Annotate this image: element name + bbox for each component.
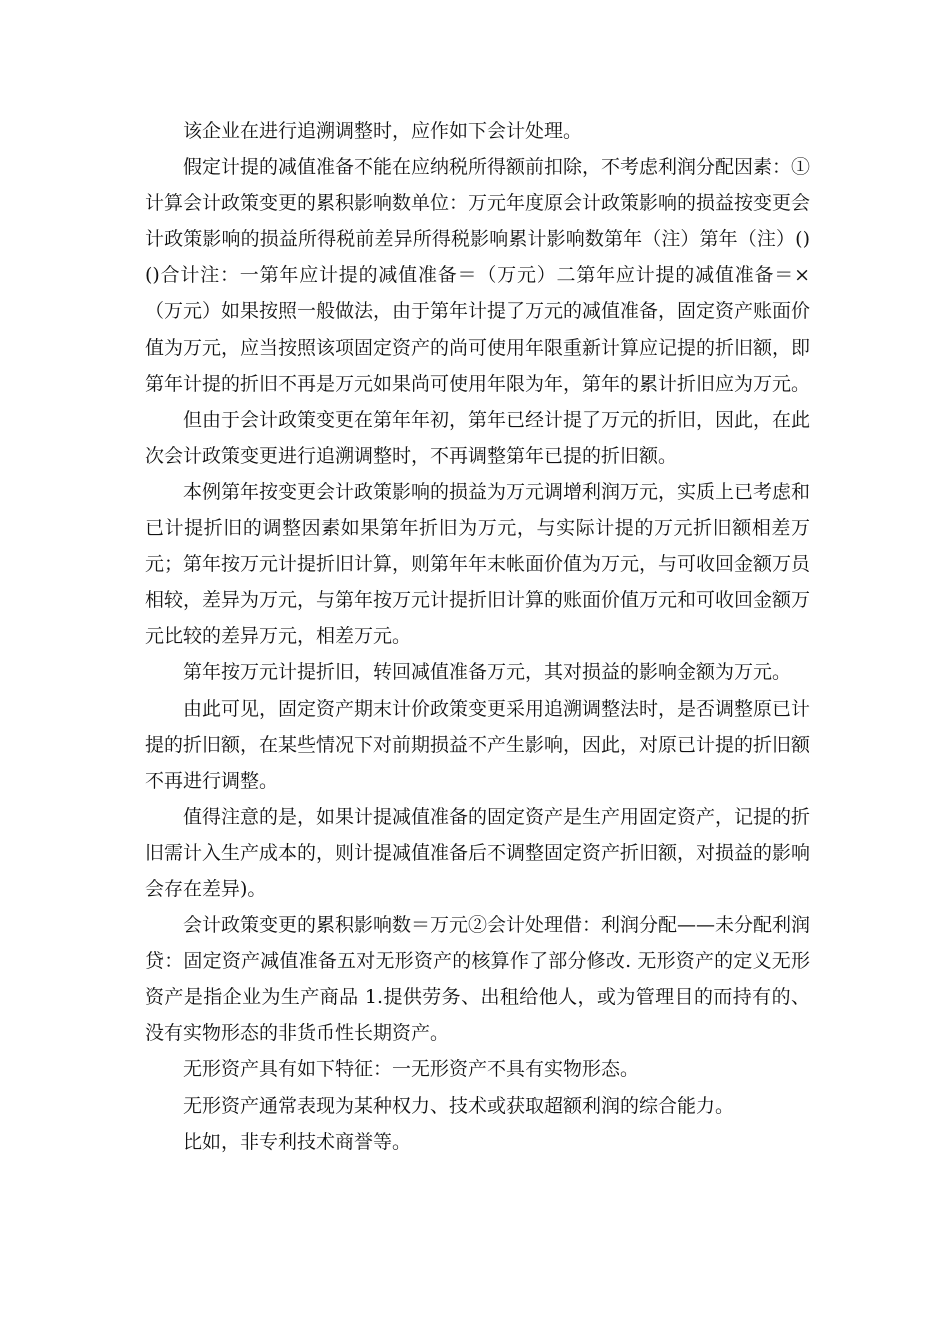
paragraph: 由此可见，固定资产期末计价政策变更采用追溯调整法时，是否调整原已计提的折旧额，在某些情况下对前期损益不产生影响，因此，对原已计提的折旧额不再进行调整。 [145,697,811,792]
paragraph: 第年按万元计提折旧，转回减值准备万元，其对损益的影响金额为万元。 [183,661,792,684]
document-body [145,113,810,1160]
paragraph: 但由于会计政策变更在第年年初，第年已经计提了万元的折旧，因此，在此次会计政策变更进行追溯调整时，不再调整第年已提的折旧额。 [145,408,811,467]
paragraph: 本例第年按变更会计政策影响的损益为万元调增利润万元，实质上已考虑和已计提折旧的调整因素如果第年折旧为万元，与实际计提的万元折旧额相差万元；第年按万元计提折旧计算，则第年年末帐面价值为万元，与可收回金额万员相较，差异为万元，与第年按万元计提折旧计算的账面价值万元和可收回金额万元比较的差异万元，相差万元。 [145,480,811,648]
paragraph: 该企业在进行追溯调整时，应作如下会计处理。 [183,120,583,142]
paragraph: 假定计提的减值准备不能在应纳税所得额前扣除，不考虑利润分配因素：①计算会计政策变更的累积影响数单位：万元年度原会计政策影响的损益按变更会计政策影响的损益所得税前差异所得税影响累计影响数第年（注）第年（注）()()合计注：一第年应计提的减值准备＝（万元）二第年应计提的减值准备＝×（万元）如果按照一般做法，由于第年计提了万元的减值准备，固定资产账面价值为万元，应当按照该项固定资产的尚可使用年限重新计算应记提的折旧额，即第年计提的折旧不再是万元如果尚可使用年限为年，第年的累计折旧应为万元。 [145,156,811,395]
paragraph: 无形资产具有如下特征：一无形资产不具有实物形态。 [183,1058,640,1081]
paragraph: 无形资产通常表现为某种权力、技术或获取超额利润的综合能力。 [183,1094,735,1117]
paragraph: 比如，非专利技术商誉等。 [183,1130,412,1153]
paragraph: 会计政策变更的累积影响数＝万元②会计处理借：利润分配——未分配利润贷：固定资产减值准备五对无形资产的核算作了部分修改. 无形资产的定义无形资产是指企业为生产商品 1.提供劳务、出租给他人，或为管理目的而持有的、没有实物形态的非货币性长期资产。 [145,914,811,1045]
paragraph: 值得注意的是，如果计提减值准备的固定资产是生产用固定资产，记提的折旧需计入生产成本的，则计提减值准备后不调整固定资产折旧额，对损益的影响会存在差异)。 [145,805,811,900]
